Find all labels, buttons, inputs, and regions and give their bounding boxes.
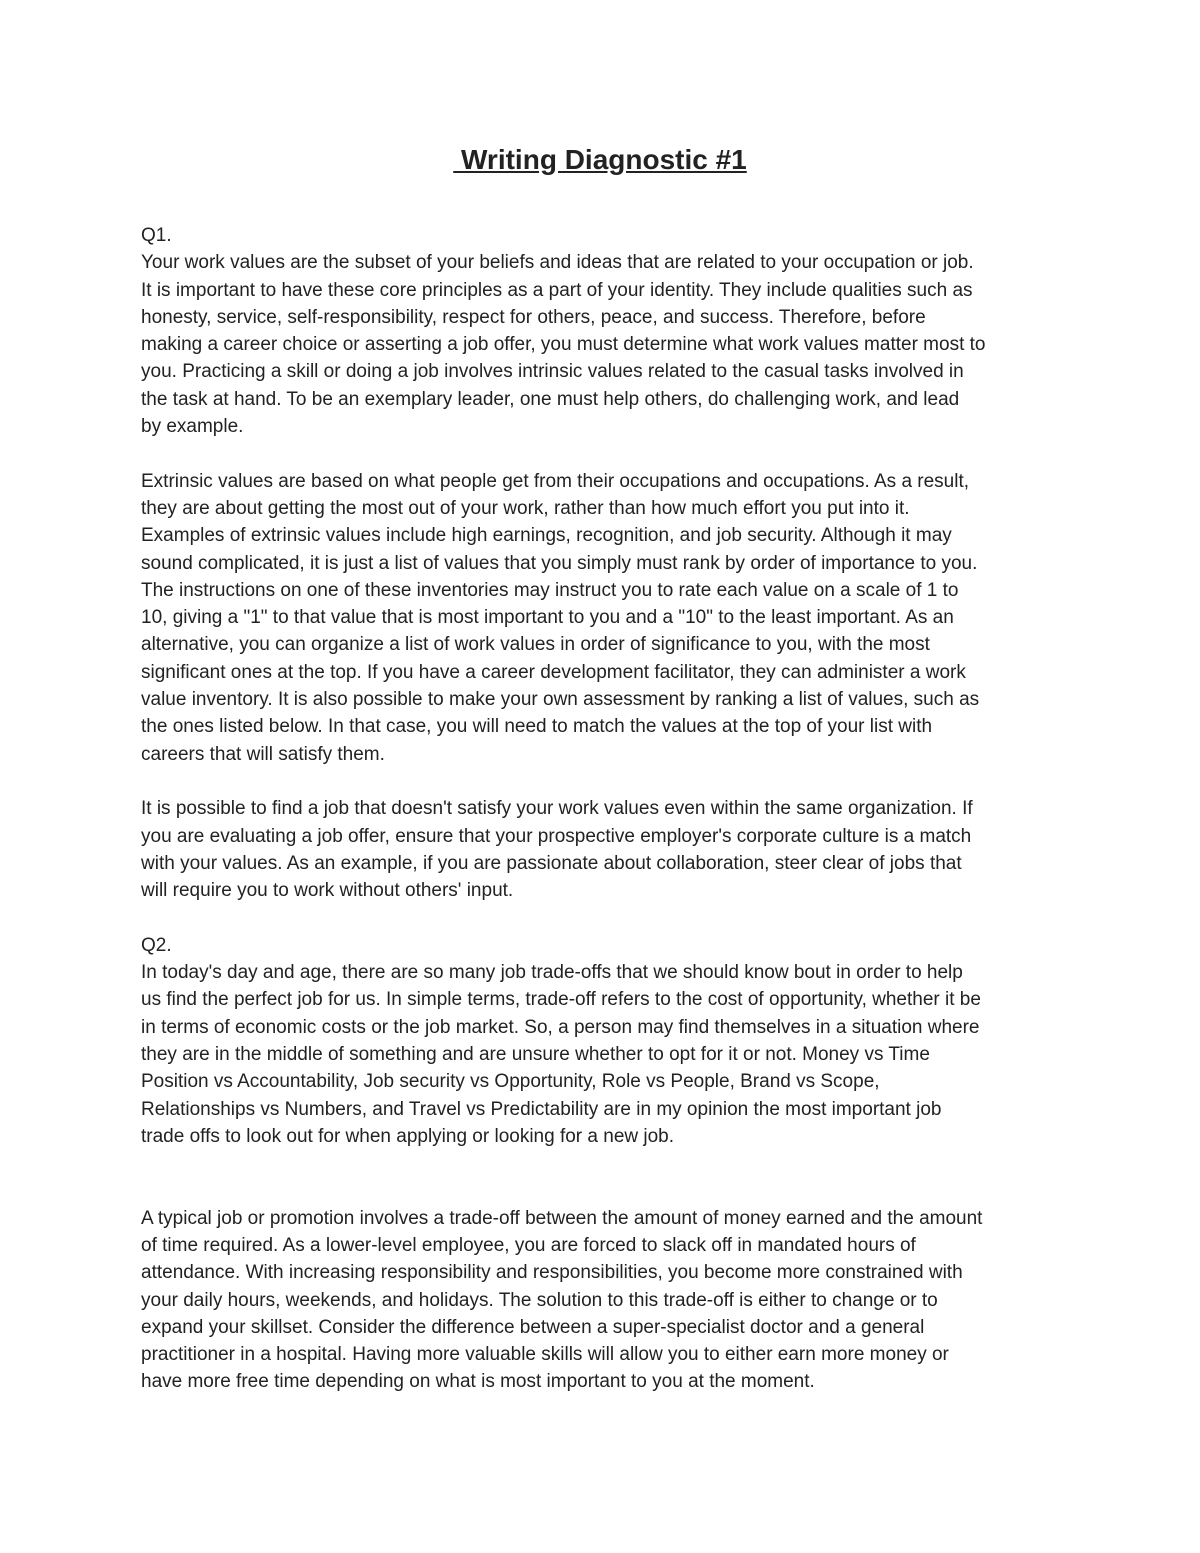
text-line: by example.	[141, 416, 244, 438]
paragraph-spacer	[141, 904, 1066, 931]
q2-paragraph-1	[141, 959, 1066, 1150]
text-line: 10, giving a "1" to that value that is most important to you and a "10" to the least important. As an	[141, 607, 954, 629]
text-line: value inventory. It is also possible to make your own assessment by ranking a list of values, such as	[141, 689, 980, 711]
q2-label-text: Q2.	[141, 934, 172, 956]
text-line: alternative, you can organize a list of work values in order of significance to you, with the most	[141, 634, 930, 656]
text-line: Relationships vs Numbers, and Travel vs Predictability are in my opinion the most important job	[141, 1098, 942, 1120]
q1-label	[141, 222, 1066, 249]
text-line: Examples of extrinsic values include high earnings, recognition, and job security. Although it may	[141, 525, 952, 547]
text-line: in terms of economic costs or the job market. So, a person may find themselves in a situation where	[141, 1016, 980, 1038]
text-line: expand your skillset. Consider the difference between a super-specialist doctor and a general	[141, 1316, 925, 1338]
text-line: they are in the middle of something and are unsure whether to opt for it or not. Money vs Time	[141, 1043, 930, 1065]
text-line: you are evaluating a job offer, ensure that your prospective employer's corporate culture is a match	[141, 825, 972, 847]
document-title: Writing Diagnostic #1	[453, 144, 747, 175]
text-line: the task at hand. To be an exemplary leader, one must help others, do challenging work, and lead	[141, 388, 960, 410]
text-line: honesty, service, self-responsibility, respect for others, peace, and success. Therefore, before	[141, 306, 926, 328]
text-line: It is possible to find a job that doesn't satisfy your work values even within the same organization. If	[141, 798, 973, 820]
q1-paragraph-2	[141, 468, 1066, 768]
text-line: Your work values are the subset of your beliefs and ideas that are related to your occupation or job.	[141, 252, 974, 274]
text-line: It is important to have these core principles as a part of your identity. They include qualities such as	[141, 279, 973, 301]
q1-paragraph-3	[141, 795, 1066, 904]
text-line: In today's day and age, there are so many job trade-offs that we should know bout in order to help	[141, 962, 963, 984]
q1-paragraph-1	[141, 249, 1066, 440]
text-line: Extrinsic values are based on what people get from their occupations and occupations. As a result,	[141, 470, 970, 492]
text-line: of time required. As a lower-level employee, you are forced to slack off in mandated hours of	[141, 1234, 916, 1256]
paragraph-spacer	[141, 768, 1066, 795]
text-line: you. Practicing a skill or doing a job involves intrinsic values related to the casual tasks involved in	[141, 361, 964, 383]
text-line: The instructions on one of these inventories may instruct you to rate each value on a scale of 1 to	[141, 579, 959, 601]
text-line: making a career choice or asserting a job offer, you must determine what work values matter most to	[141, 334, 986, 356]
text-line: with your values. As an example, if you are passionate about collaboration, steer clear of jobs that	[141, 852, 962, 874]
paragraph-spacer	[141, 440, 1066, 467]
text-line: the ones listed below. In that case, you will need to match the values at the top of your list with	[141, 716, 933, 738]
text-line: significant ones at the top. If you have a career development facilitator, they can administer a work	[141, 661, 966, 683]
paragraph-spacer	[141, 1150, 1066, 1205]
text-line: Position vs Accountability, Job security vs Opportunity, Role vs People, Brand vs Scope,	[141, 1071, 880, 1093]
q2-paragraph-2	[141, 1205, 1066, 1396]
text-line: will require you to work without others' input.	[141, 880, 514, 902]
text-line: trade offs to look out for when applying or looking for a new job.	[141, 1125, 675, 1147]
text-line: careers that will satisfy them.	[141, 743, 385, 765]
q1-label-text: Q1.	[141, 225, 172, 246]
document-body	[141, 222, 1066, 1396]
text-line: your daily hours, weekends, and holidays. The solution to this trade-off is either to change or to	[141, 1289, 938, 1311]
text-line: attendance. With increasing responsibility and responsibilities, you become more constrained with	[141, 1262, 963, 1284]
q2-label	[141, 932, 1066, 959]
text-line: have more free time depending on what is most important to you at the moment.	[141, 1371, 815, 1393]
text-line: they are about getting the most out of your work, rather than how much effort you put into it.	[141, 497, 910, 519]
text-line: A typical job or promotion involves a trade-off between the amount of money earned and the amount	[141, 1207, 983, 1229]
text-line: practitioner in a hospital. Having more valuable skills will allow you to either earn more money or	[141, 1344, 949, 1366]
text-line: us find the perfect job for us. In simple terms, trade-off refers to the cost of opportunity, whether it be	[141, 989, 981, 1011]
text-line: sound complicated, it is just a list of values that you simply must rank by order of importance to you.	[141, 552, 978, 574]
